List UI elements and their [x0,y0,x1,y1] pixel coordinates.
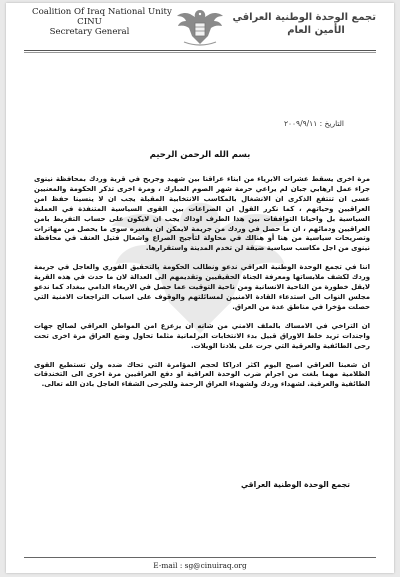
body-paragraph: مرة اخرى يسقط عشرات الابرياء من ابناء عراقنا بين شهيد وجريح في قرية وردك بمحافظة نينوى جراء عمل ارهابي جبان لم يراعي حرمة شهر الصوم المبارك ، ومرة اخرى تذكر الحكومة والمعنيين عسى ان تنتفع الذكرى ان الانشغال بالمكاسب الانتخابية المقبلة يجب ان لا ينسينا حفظ امن العراقيين وحياتهم ، كما نكرر القول ان الصراعات بين القوى السياسية المتنفذة في العملية السياسية بل واحيانا التوافقات بين هذا الطرف اوذاك يجب ان لايكون على حساب التفريط بامن العراقيين ودمائهم ، ان ما حصل في وردك من جريمة لايمكن ان يفسره سوى ما يحصل من مهاترات وتصريحات سياسية من هنا أو هنالك في محاولة لتأجيج الصراع واشعال فتيل العنف في محافظة نينوى من اجل مكاسب سياسية ضيقة لن تخدم المدينة واستقرارها. [34,175,370,253]
signature-block: تجمع الوحدة الوطنية العراقي [241,480,350,489]
body-paragraph: ان شعبنا العراقي اصبح اليوم اكثر ادراكا لحجم المؤامرة التي تحاك ضده ولن تستطيع القوى الظلامية مهما بلغت من اجرام ضرب الوحدة العراقية او دفع العراقيين مرة اخرى الى التخندقات الطائفية والعرقية. لشهداء وردك ولشهداء العراق الرحمة وللجرحى الشفاء العاجل باذن الله تعالى. [34,360,370,389]
org-office-english: Secretary General [49,27,130,37]
org-office-arabic: الأمين العام [287,25,345,36]
english-letterhead [32,7,172,37]
org-acronym: CINU [77,17,102,27]
org-name-arabic: تجمع الوحدة الوطنية العراقي [232,12,376,23]
basmala-heading: بسم الله الرحمن الرحيم [149,150,251,160]
org-name-english: Coalition Of Iraq National Unity [32,7,172,17]
header-divider [24,50,376,51]
body-paragraph: ان التراخي في الامساك بالملف الامني من شانه ان يزعزع امن المواطن العراقي لصالح جهات واجندات تريد خلط الاوراق قبيل بدء الانتخابات البرلمانية مثلما تحاول وضع العراق مرة اخرى تحت رحى الطائفية والعرقية التي جرت على بلادنا الويلات. [34,321,370,350]
letter-date: التاريخ : ٢٠٠٩/٩/١١ [283,119,344,128]
letter-page [6,3,394,573]
header-divider-secondary [24,52,376,53]
footer-email[interactable]: E-mail : sg@cinuiraq.org [153,561,247,570]
body-paragraph: اننا في تجمع الوحدة الوطنية العراقي ندعو ونطالب الحكومة بالتحقيق الفوري والعاجل في جريمة وردك لكشف ملابساتها ومعرفة الجناة الحقيقيين وتقديمهم الى العدالة لان ما حدث في هذه القرية لايقل خطورة من الناحية الانسانية ومن ناحية التوقيت عما حصل في الاربعاء الدامي ببغداد كما ندعو مجلس النواب الى استدعاء القادة الامنيين لمسائلتهم والوقوف على اسباب التراجعات الامنية التي حصلت مؤخرا في مناطق عدة من العراق. [34,263,370,311]
footer-divider [24,557,376,558]
eagle-emblem-icon [174,6,226,48]
letter-body [34,175,370,399]
arabic-letterhead [232,11,376,37]
